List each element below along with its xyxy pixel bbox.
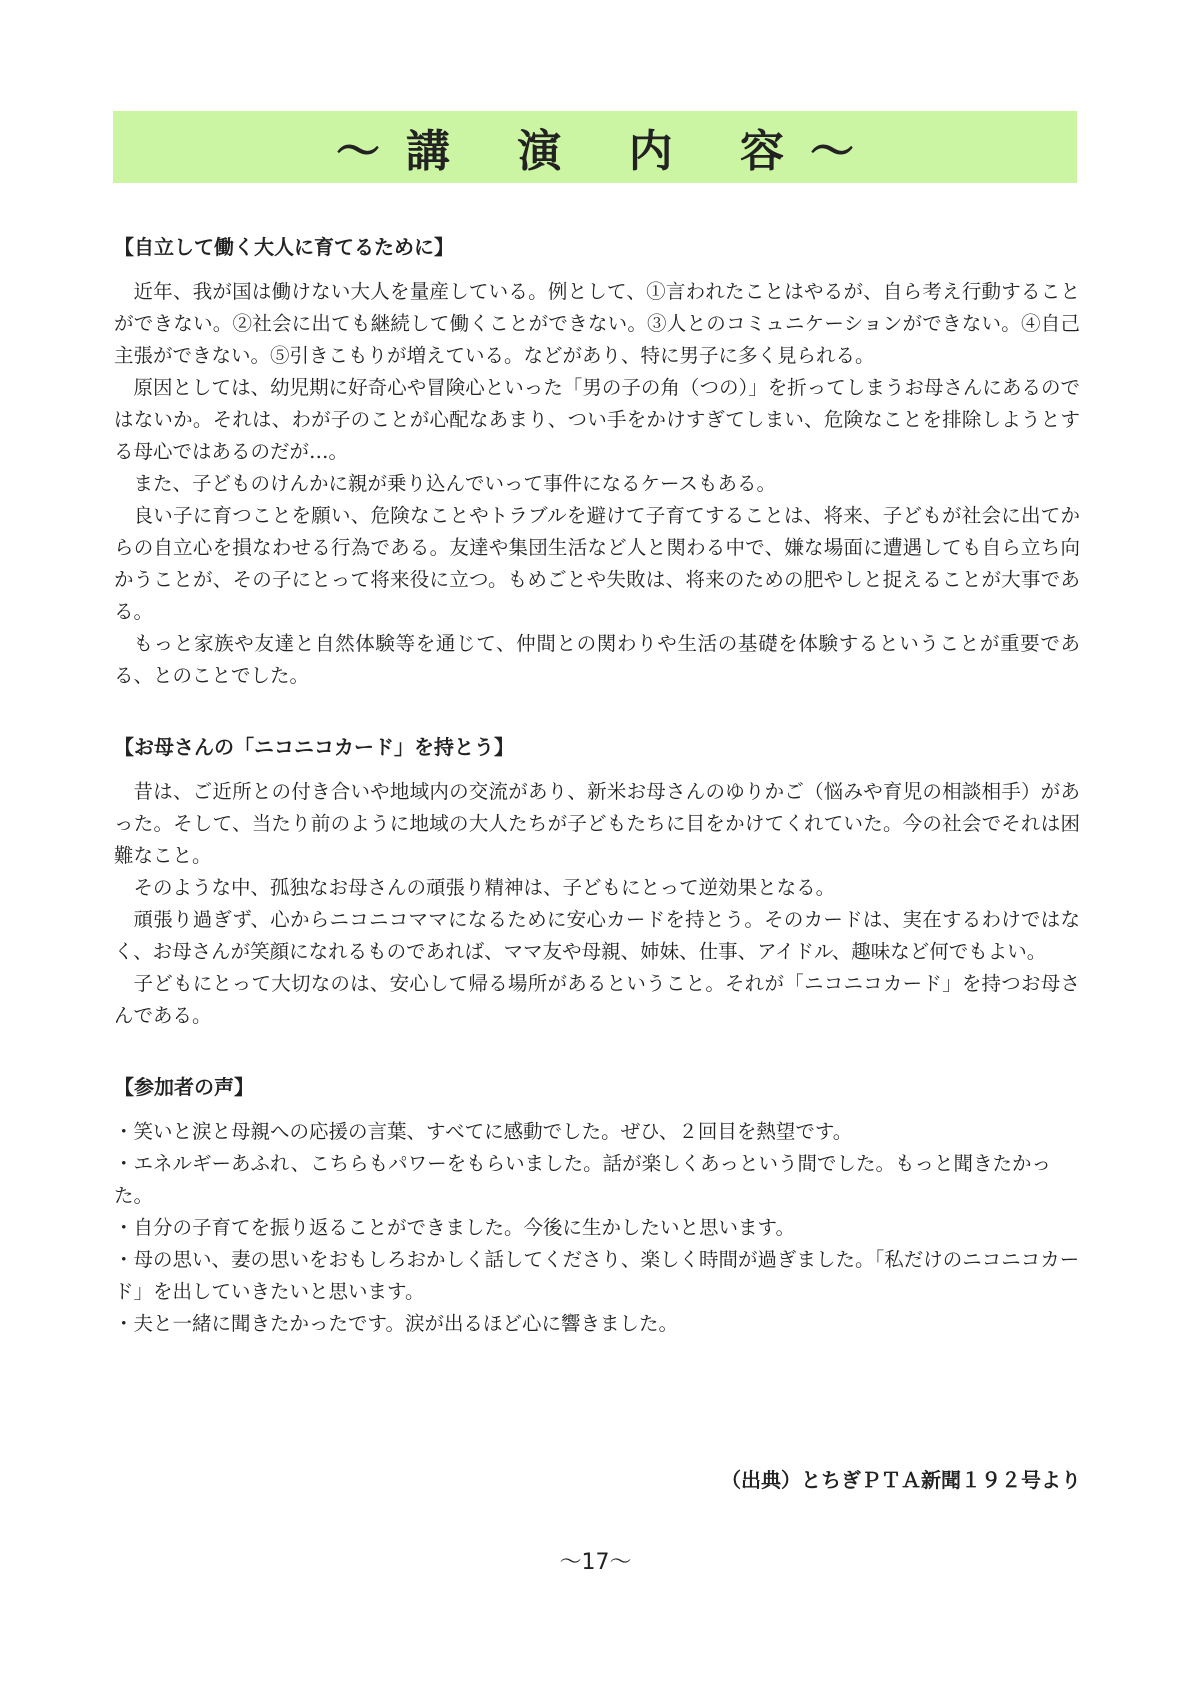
source-citation: （出典）とちぎＰＴＡ新聞１９２号より (721, 1468, 1081, 1492)
paragraph: もっと家族や友達と自然体験等を通じて、仲間との関わりや生活の基礎を体験するということが重要である、とのことでした。 (114, 632, 1080, 687)
section-heading: 【自立して働く大人に育てるために】 (114, 235, 454, 259)
paragraph: 原因としては、幼児期に好奇心や冒険心といった「男の子の角（つの）」を折ってしまうお母さんにあるのではないか。それは、わが子のことが心配なあまり、つい手をかけすぎてしまい、危険なことを排除しようとする母心ではあるのだが…。 (114, 376, 1080, 463)
paragraph: そのような中、孤独なお母さんの頑張り精神は、子どもにとって逆効果となる。 (133, 876, 836, 899)
title-banner (113, 111, 1077, 183)
page-title: ～講 演 内 容～ (336, 126, 880, 177)
list-item: ・母の思い、妻の思いをおもしろおかしく話してくださり、楽しく時間が過ぎました。「私だけのニコニコカード」を出していきたいと思います。 (114, 1248, 1080, 1303)
list-item: ・自分の子育てを振り返ることができました。今後に生かしたいと思います。 (114, 1216, 795, 1239)
paragraph: また、子どものけんかに親が乗り込んでいって事件になるケースもある。 (133, 472, 777, 495)
section-nikoniko-card (114, 732, 1080, 1032)
page-number: ～17～ (559, 1550, 632, 1575)
paragraph: 昔は、ご近所との付き合いや地域内の交流があり、新米お母さんのゆりかご（悩みや育児の相談相手）があった。そして、当たり前のように地域の大人たちが子どもたちに目をかけてくれていた。今の社会でそれは困難なこと。 (114, 780, 1080, 867)
section-heading: 【お母さんの「ニコニコカード」を持とう】 (114, 735, 514, 759)
section-independence (114, 232, 1080, 692)
section-heading: 【参加者の声】 (114, 1075, 254, 1099)
list-item: ・夫と一緒に聞きたかったです。涙が出るほど心に響きました。 (114, 1312, 678, 1335)
document-body (114, 232, 1080, 1340)
paragraph: 良い子に育つことを願い、危険なことやトラブルを避けて子育てすることは、将来、子どもが社会に出てからの自立心を損なわせる行為である。友達や集団生活など人と関わる中で、嫌な場面に遭遇しても自ら立ち向かうことが、その子にとって将来役に立つ。もめごとや失敗は、将来のための肥やしと捉えることが大事である。 (114, 504, 1080, 623)
paragraph: 頑張り過ぎず、心からニコニコママになるために安心カードを持とう。そのカードは、実在するわけではなく、お母さんが笑顔になれるものであれば、ママ友や母親、姉妹、仕事、アイドル、趣味など何でもよい。 (114, 908, 1080, 963)
paragraph: 子どもにとって大切なのは、安心して帰る場所があるということ。それが「ニコニコカード」を持つお母さんである。 (114, 972, 1080, 1027)
section-participant-voices (114, 1072, 1080, 1340)
list-item: ・エネルギーあふれ、こちらもパワーをもらいました。話が楽しくあっという間でした。もっと聞きたかった。 (114, 1152, 1051, 1207)
list-item: ・笑いと涙と母親への応援の言葉、すべてに感動でした。ぜひ、２回目を熱望です。 (114, 1120, 853, 1143)
paragraph: 近年、我が国は働けない大人を量産している。例として、①言われたことはやるが、自ら考え行動することができない。②社会に出ても継続して働くことができない。③人とのコミュニケーションができない。④自己主張ができない。⑤引きこもりが増えている。などがあり、特に男子に多く見られる。 (114, 280, 1080, 367)
